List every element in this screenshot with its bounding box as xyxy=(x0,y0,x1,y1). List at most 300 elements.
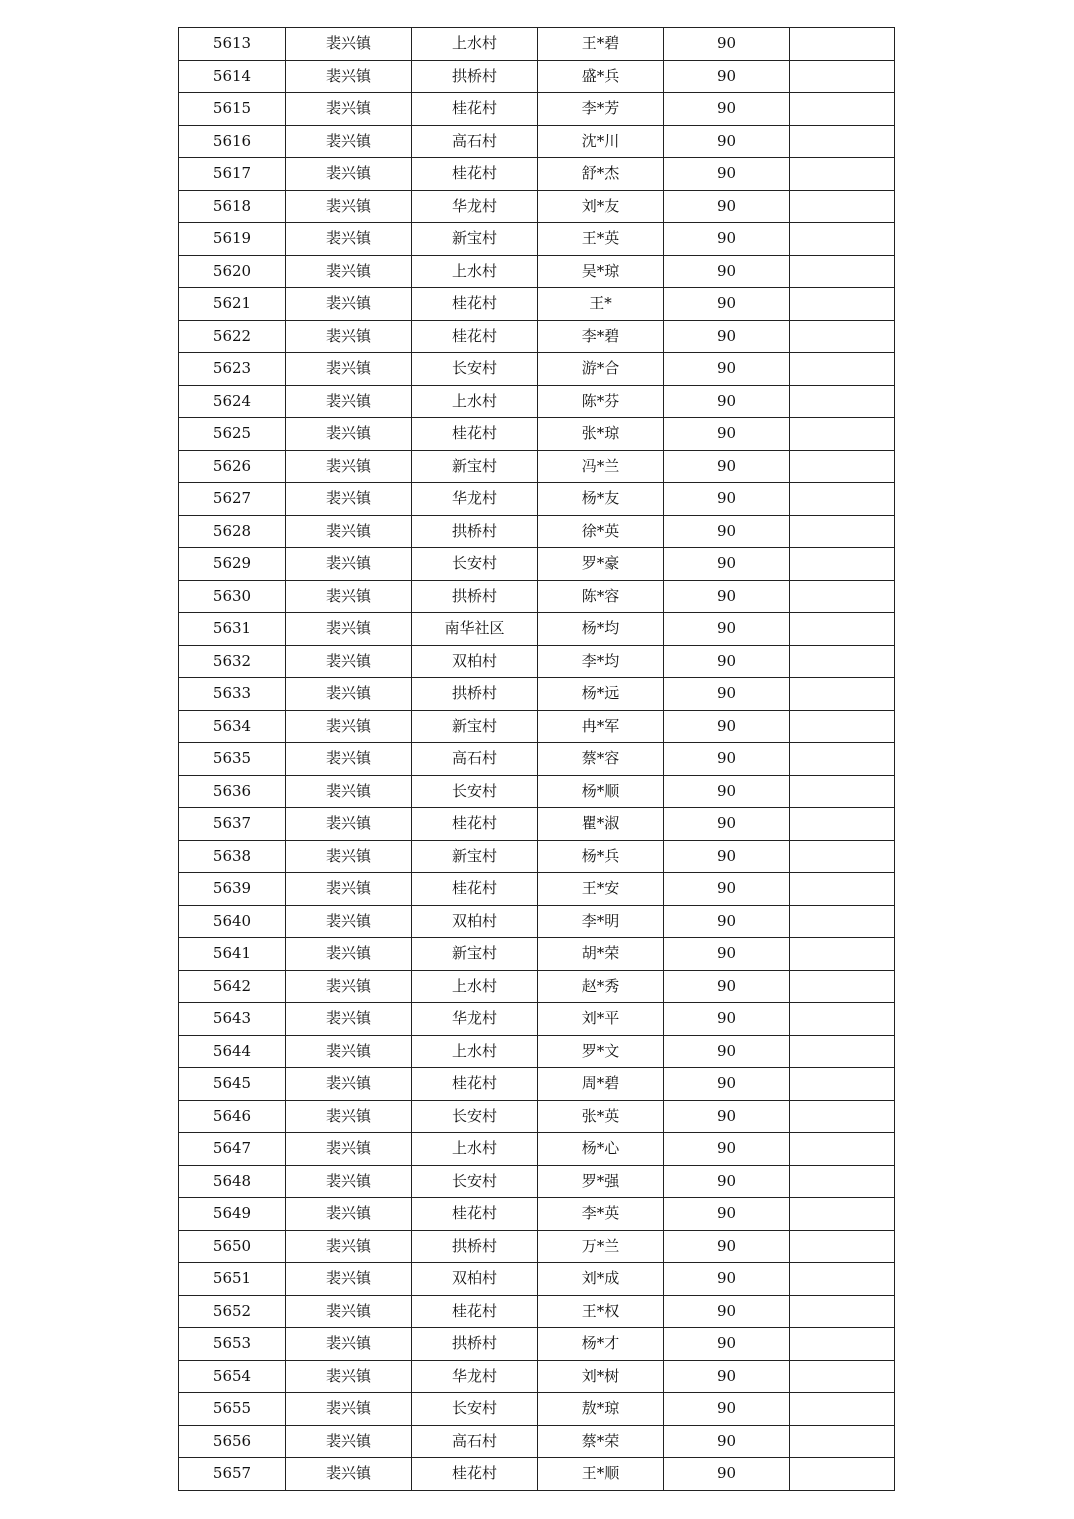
table-row xyxy=(179,1295,895,1328)
town-cell: 裴兴镇 xyxy=(286,1458,412,1491)
person-name-cell: 吴*琼 xyxy=(538,255,664,288)
serial-number-cell: 5636 xyxy=(179,775,286,808)
amount-cell: 90 xyxy=(664,1360,790,1393)
village-cell: 上水村 xyxy=(412,385,538,418)
remark-cell xyxy=(790,1328,895,1361)
serial-number-cell: 5613 xyxy=(179,28,286,61)
table-row xyxy=(179,905,895,938)
town-cell: 裴兴镇 xyxy=(286,190,412,223)
person-name-cell: 王*英 xyxy=(538,223,664,256)
serial-number-cell: 5614 xyxy=(179,60,286,93)
remark-cell xyxy=(790,905,895,938)
remark-cell xyxy=(790,320,895,353)
amount-cell: 90 xyxy=(664,483,790,516)
town-cell: 裴兴镇 xyxy=(286,1425,412,1458)
amount-cell: 90 xyxy=(664,158,790,191)
table-row xyxy=(179,548,895,581)
town-cell: 裴兴镇 xyxy=(286,353,412,386)
town-cell: 裴兴镇 xyxy=(286,288,412,321)
village-cell: 高石村 xyxy=(412,125,538,158)
town-cell: 裴兴镇 xyxy=(286,125,412,158)
remark-cell xyxy=(790,1230,895,1263)
amount-cell: 90 xyxy=(664,1230,790,1263)
amount-cell: 90 xyxy=(664,385,790,418)
village-cell: 上水村 xyxy=(412,1035,538,1068)
amount-cell: 90 xyxy=(664,580,790,613)
village-cell: 高石村 xyxy=(412,1425,538,1458)
amount-cell: 90 xyxy=(664,1328,790,1361)
table-row xyxy=(179,775,895,808)
remark-cell xyxy=(790,1068,895,1101)
amount-cell: 90 xyxy=(664,1263,790,1296)
remark-cell xyxy=(790,418,895,451)
town-cell: 裴兴镇 xyxy=(286,873,412,906)
amount-cell: 90 xyxy=(664,1100,790,1133)
town-cell: 裴兴镇 xyxy=(286,223,412,256)
remark-cell xyxy=(790,190,895,223)
amount-cell: 90 xyxy=(664,353,790,386)
person-name-cell: 李*均 xyxy=(538,645,664,678)
remark-cell xyxy=(790,60,895,93)
person-name-cell: 游*合 xyxy=(538,353,664,386)
remark-cell xyxy=(790,1133,895,1166)
amount-cell: 90 xyxy=(664,125,790,158)
table-row xyxy=(179,1360,895,1393)
table-row xyxy=(179,1425,895,1458)
person-name-cell: 李*碧 xyxy=(538,320,664,353)
table-row xyxy=(179,710,895,743)
remark-cell xyxy=(790,873,895,906)
remark-cell xyxy=(790,1198,895,1231)
town-cell: 裴兴镇 xyxy=(286,743,412,776)
amount-cell: 90 xyxy=(664,743,790,776)
amount-cell: 90 xyxy=(664,255,790,288)
serial-number-cell: 5618 xyxy=(179,190,286,223)
village-cell: 长安村 xyxy=(412,1100,538,1133)
amount-cell: 90 xyxy=(664,1458,790,1491)
person-name-cell: 杨*心 xyxy=(538,1133,664,1166)
remark-cell xyxy=(790,840,895,873)
remark-cell xyxy=(790,938,895,971)
table-row xyxy=(179,1100,895,1133)
serial-number-cell: 5624 xyxy=(179,385,286,418)
village-cell: 拱桥村 xyxy=(412,678,538,711)
remark-cell xyxy=(790,678,895,711)
town-cell: 裴兴镇 xyxy=(286,938,412,971)
table-row xyxy=(179,1393,895,1426)
table-row xyxy=(179,645,895,678)
person-name-cell: 胡*荣 xyxy=(538,938,664,971)
town-cell: 裴兴镇 xyxy=(286,450,412,483)
remark-cell xyxy=(790,483,895,516)
village-cell: 拱桥村 xyxy=(412,1230,538,1263)
village-cell: 上水村 xyxy=(412,28,538,61)
village-cell: 双柏村 xyxy=(412,1263,538,1296)
remark-cell xyxy=(790,970,895,1003)
serial-number-cell: 5626 xyxy=(179,450,286,483)
serial-number-cell: 5650 xyxy=(179,1230,286,1263)
town-cell: 裴兴镇 xyxy=(286,1263,412,1296)
amount-cell: 90 xyxy=(664,645,790,678)
remark-cell xyxy=(790,743,895,776)
town-cell: 裴兴镇 xyxy=(286,1165,412,1198)
amount-cell: 90 xyxy=(664,223,790,256)
village-cell: 双柏村 xyxy=(412,905,538,938)
serial-number-cell: 5637 xyxy=(179,808,286,841)
table-row xyxy=(179,1263,895,1296)
remark-cell xyxy=(790,353,895,386)
table-row xyxy=(179,1165,895,1198)
person-name-cell: 罗*豪 xyxy=(538,548,664,581)
serial-number-cell: 5629 xyxy=(179,548,286,581)
remark-cell xyxy=(790,450,895,483)
amount-cell: 90 xyxy=(664,1165,790,1198)
town-cell: 裴兴镇 xyxy=(286,905,412,938)
person-name-cell: 刘*友 xyxy=(538,190,664,223)
village-cell: 拱桥村 xyxy=(412,515,538,548)
amount-cell: 90 xyxy=(664,28,790,61)
amount-cell: 90 xyxy=(664,938,790,971)
village-cell: 新宝村 xyxy=(412,223,538,256)
village-cell: 华龙村 xyxy=(412,483,538,516)
table-row xyxy=(179,938,895,971)
person-name-cell: 杨*才 xyxy=(538,1328,664,1361)
remark-cell xyxy=(790,125,895,158)
village-cell: 新宝村 xyxy=(412,938,538,971)
village-cell: 上水村 xyxy=(412,1133,538,1166)
village-cell: 长安村 xyxy=(412,353,538,386)
table-row xyxy=(179,320,895,353)
table-row xyxy=(179,190,895,223)
amount-cell: 90 xyxy=(664,418,790,451)
person-name-cell: 沈*川 xyxy=(538,125,664,158)
table-row xyxy=(179,1035,895,1068)
table-row xyxy=(179,483,895,516)
village-cell: 桂花村 xyxy=(412,1068,538,1101)
table-row xyxy=(179,255,895,288)
person-name-cell: 张*琼 xyxy=(538,418,664,451)
remark-cell xyxy=(790,580,895,613)
serial-number-cell: 5632 xyxy=(179,645,286,678)
amount-cell: 90 xyxy=(664,1425,790,1458)
table-row xyxy=(179,1458,895,1491)
serial-number-cell: 5641 xyxy=(179,938,286,971)
person-name-cell: 刘*树 xyxy=(538,1360,664,1393)
table-row xyxy=(179,678,895,711)
table-row xyxy=(179,1068,895,1101)
village-cell: 桂花村 xyxy=(412,320,538,353)
remark-cell xyxy=(790,645,895,678)
table-row xyxy=(179,970,895,1003)
remark-cell xyxy=(790,548,895,581)
amount-cell: 90 xyxy=(664,873,790,906)
amount-cell: 90 xyxy=(664,678,790,711)
village-cell: 华龙村 xyxy=(412,1360,538,1393)
serial-number-cell: 5621 xyxy=(179,288,286,321)
person-name-cell: 杨*兵 xyxy=(538,840,664,873)
serial-number-cell: 5646 xyxy=(179,1100,286,1133)
serial-number-cell: 5653 xyxy=(179,1328,286,1361)
amount-cell: 90 xyxy=(664,288,790,321)
person-name-cell: 李*芳 xyxy=(538,93,664,126)
town-cell: 裴兴镇 xyxy=(286,60,412,93)
serial-number-cell: 5656 xyxy=(179,1425,286,1458)
serial-number-cell: 5640 xyxy=(179,905,286,938)
table-row xyxy=(179,385,895,418)
village-cell: 长安村 xyxy=(412,1165,538,1198)
town-cell: 裴兴镇 xyxy=(286,483,412,516)
remark-cell xyxy=(790,1425,895,1458)
remark-cell xyxy=(790,1360,895,1393)
serial-number-cell: 5622 xyxy=(179,320,286,353)
town-cell: 裴兴镇 xyxy=(286,1328,412,1361)
serial-number-cell: 5655 xyxy=(179,1393,286,1426)
amount-cell: 90 xyxy=(664,515,790,548)
person-name-cell: 冉*军 xyxy=(538,710,664,743)
town-cell: 裴兴镇 xyxy=(286,1230,412,1263)
amount-cell: 90 xyxy=(664,1068,790,1101)
person-name-cell: 罗*文 xyxy=(538,1035,664,1068)
table-row xyxy=(179,515,895,548)
table-row xyxy=(179,353,895,386)
village-cell: 桂花村 xyxy=(412,418,538,451)
village-cell: 华龙村 xyxy=(412,190,538,223)
amount-cell: 90 xyxy=(664,1198,790,1231)
village-cell: 新宝村 xyxy=(412,710,538,743)
village-cell: 新宝村 xyxy=(412,840,538,873)
table-row xyxy=(179,28,895,61)
amount-cell: 90 xyxy=(664,548,790,581)
remark-cell xyxy=(790,28,895,61)
serial-number-cell: 5633 xyxy=(179,678,286,711)
person-name-cell: 李*明 xyxy=(538,905,664,938)
town-cell: 裴兴镇 xyxy=(286,645,412,678)
serial-number-cell: 5649 xyxy=(179,1198,286,1231)
table-row xyxy=(179,1133,895,1166)
person-name-cell: 杨*友 xyxy=(538,483,664,516)
table-row xyxy=(179,808,895,841)
serial-number-cell: 5643 xyxy=(179,1003,286,1036)
town-cell: 裴兴镇 xyxy=(286,775,412,808)
village-cell: 桂花村 xyxy=(412,1458,538,1491)
town-cell: 裴兴镇 xyxy=(286,385,412,418)
table-row xyxy=(179,450,895,483)
town-cell: 裴兴镇 xyxy=(286,1393,412,1426)
serial-number-cell: 5625 xyxy=(179,418,286,451)
town-cell: 裴兴镇 xyxy=(286,548,412,581)
amount-cell: 90 xyxy=(664,1003,790,1036)
person-name-cell: 徐*英 xyxy=(538,515,664,548)
town-cell: 裴兴镇 xyxy=(286,1295,412,1328)
village-cell: 长安村 xyxy=(412,548,538,581)
person-name-cell: 万*兰 xyxy=(538,1230,664,1263)
remark-cell xyxy=(790,808,895,841)
person-name-cell: 蔡*荣 xyxy=(538,1425,664,1458)
remark-cell xyxy=(790,613,895,646)
remark-cell xyxy=(790,1035,895,1068)
village-cell: 桂花村 xyxy=(412,873,538,906)
person-name-cell: 王*碧 xyxy=(538,28,664,61)
serial-number-cell: 5642 xyxy=(179,970,286,1003)
table-row xyxy=(179,1198,895,1231)
town-cell: 裴兴镇 xyxy=(286,970,412,1003)
table-row xyxy=(179,158,895,191)
village-cell: 上水村 xyxy=(412,970,538,1003)
remark-cell xyxy=(790,710,895,743)
table-row xyxy=(179,288,895,321)
amount-cell: 90 xyxy=(664,840,790,873)
town-cell: 裴兴镇 xyxy=(286,1003,412,1036)
person-name-cell: 王* xyxy=(538,288,664,321)
village-cell: 拱桥村 xyxy=(412,580,538,613)
remark-cell xyxy=(790,288,895,321)
person-name-cell: 王*安 xyxy=(538,873,664,906)
amount-cell: 90 xyxy=(664,190,790,223)
amount-cell: 90 xyxy=(664,93,790,126)
village-cell: 新宝村 xyxy=(412,450,538,483)
serial-number-cell: 5630 xyxy=(179,580,286,613)
town-cell: 裴兴镇 xyxy=(286,1198,412,1231)
person-name-cell: 王*权 xyxy=(538,1295,664,1328)
serial-number-cell: 5628 xyxy=(179,515,286,548)
amount-cell: 90 xyxy=(664,1133,790,1166)
remark-cell xyxy=(790,1295,895,1328)
town-cell: 裴兴镇 xyxy=(286,1360,412,1393)
table-row xyxy=(179,1230,895,1263)
table-row xyxy=(179,1003,895,1036)
village-cell: 桂花村 xyxy=(412,1295,538,1328)
table-row xyxy=(179,223,895,256)
village-cell: 拱桥村 xyxy=(412,60,538,93)
table-row xyxy=(179,60,895,93)
town-cell: 裴兴镇 xyxy=(286,1100,412,1133)
table-row xyxy=(179,1328,895,1361)
serial-number-cell: 5617 xyxy=(179,158,286,191)
village-cell: 高石村 xyxy=(412,743,538,776)
village-cell: 桂花村 xyxy=(412,158,538,191)
serial-number-cell: 5616 xyxy=(179,125,286,158)
serial-number-cell: 5638 xyxy=(179,840,286,873)
remark-cell xyxy=(790,515,895,548)
person-name-cell: 杨*顺 xyxy=(538,775,664,808)
village-cell: 拱桥村 xyxy=(412,1328,538,1361)
town-cell: 裴兴镇 xyxy=(286,418,412,451)
serial-number-cell: 5639 xyxy=(179,873,286,906)
serial-number-cell: 5615 xyxy=(179,93,286,126)
table-row xyxy=(179,743,895,776)
serial-number-cell: 5648 xyxy=(179,1165,286,1198)
serial-number-cell: 5657 xyxy=(179,1458,286,1491)
town-cell: 裴兴镇 xyxy=(286,255,412,288)
amount-cell: 90 xyxy=(664,710,790,743)
amount-cell: 90 xyxy=(664,60,790,93)
person-name-cell: 瞿*淑 xyxy=(538,808,664,841)
town-cell: 裴兴镇 xyxy=(286,678,412,711)
serial-number-cell: 5654 xyxy=(179,1360,286,1393)
table-row xyxy=(179,873,895,906)
village-cell: 长安村 xyxy=(412,1393,538,1426)
serial-number-cell: 5620 xyxy=(179,255,286,288)
town-cell: 裴兴镇 xyxy=(286,93,412,126)
person-name-cell: 李*英 xyxy=(538,1198,664,1231)
village-cell: 南华社区 xyxy=(412,613,538,646)
remark-cell xyxy=(790,223,895,256)
village-cell: 长安村 xyxy=(412,775,538,808)
serial-number-cell: 5635 xyxy=(179,743,286,776)
remark-cell xyxy=(790,385,895,418)
town-cell: 裴兴镇 xyxy=(286,1068,412,1101)
table-row xyxy=(179,840,895,873)
remark-cell xyxy=(790,158,895,191)
remark-cell xyxy=(790,1165,895,1198)
remark-cell xyxy=(790,255,895,288)
person-name-cell: 刘*平 xyxy=(538,1003,664,1036)
town-cell: 裴兴镇 xyxy=(286,158,412,191)
town-cell: 裴兴镇 xyxy=(286,1133,412,1166)
person-name-cell: 杨*均 xyxy=(538,613,664,646)
village-cell: 桂花村 xyxy=(412,808,538,841)
town-cell: 裴兴镇 xyxy=(286,320,412,353)
village-cell: 上水村 xyxy=(412,255,538,288)
person-name-cell: 杨*远 xyxy=(538,678,664,711)
serial-number-cell: 5652 xyxy=(179,1295,286,1328)
town-cell: 裴兴镇 xyxy=(286,580,412,613)
village-cell: 桂花村 xyxy=(412,1198,538,1231)
remark-cell xyxy=(790,1458,895,1491)
table-row xyxy=(179,418,895,451)
person-name-cell: 盛*兵 xyxy=(538,60,664,93)
serial-number-cell: 5627 xyxy=(179,483,286,516)
serial-number-cell: 5619 xyxy=(179,223,286,256)
village-cell: 桂花村 xyxy=(412,93,538,126)
village-cell: 双柏村 xyxy=(412,645,538,678)
person-name-cell: 陈*芬 xyxy=(538,385,664,418)
person-name-cell: 周*碧 xyxy=(538,1068,664,1101)
village-cell: 桂花村 xyxy=(412,288,538,321)
amount-cell: 90 xyxy=(664,1393,790,1426)
village-cell: 华龙村 xyxy=(412,1003,538,1036)
remark-cell xyxy=(790,93,895,126)
serial-number-cell: 5651 xyxy=(179,1263,286,1296)
amount-cell: 90 xyxy=(664,775,790,808)
person-name-cell: 刘*成 xyxy=(538,1263,664,1296)
remark-cell xyxy=(790,1393,895,1426)
person-name-cell: 张*英 xyxy=(538,1100,664,1133)
amount-cell: 90 xyxy=(664,1035,790,1068)
serial-number-cell: 5647 xyxy=(179,1133,286,1166)
town-cell: 裴兴镇 xyxy=(286,840,412,873)
town-cell: 裴兴镇 xyxy=(286,28,412,61)
serial-number-cell: 5631 xyxy=(179,613,286,646)
table-row xyxy=(179,580,895,613)
amount-cell: 90 xyxy=(664,970,790,1003)
serial-number-cell: 5645 xyxy=(179,1068,286,1101)
person-name-cell: 蔡*容 xyxy=(538,743,664,776)
remark-cell xyxy=(790,1003,895,1036)
town-cell: 裴兴镇 xyxy=(286,808,412,841)
serial-number-cell: 5623 xyxy=(179,353,286,386)
remark-cell xyxy=(790,775,895,808)
amount-cell: 90 xyxy=(664,905,790,938)
town-cell: 裴兴镇 xyxy=(286,515,412,548)
remark-cell xyxy=(790,1100,895,1133)
roster-table xyxy=(178,27,895,1491)
remark-cell xyxy=(790,1263,895,1296)
town-cell: 裴兴镇 xyxy=(286,1035,412,1068)
table-row xyxy=(179,125,895,158)
amount-cell: 90 xyxy=(664,1295,790,1328)
serial-number-cell: 5644 xyxy=(179,1035,286,1068)
